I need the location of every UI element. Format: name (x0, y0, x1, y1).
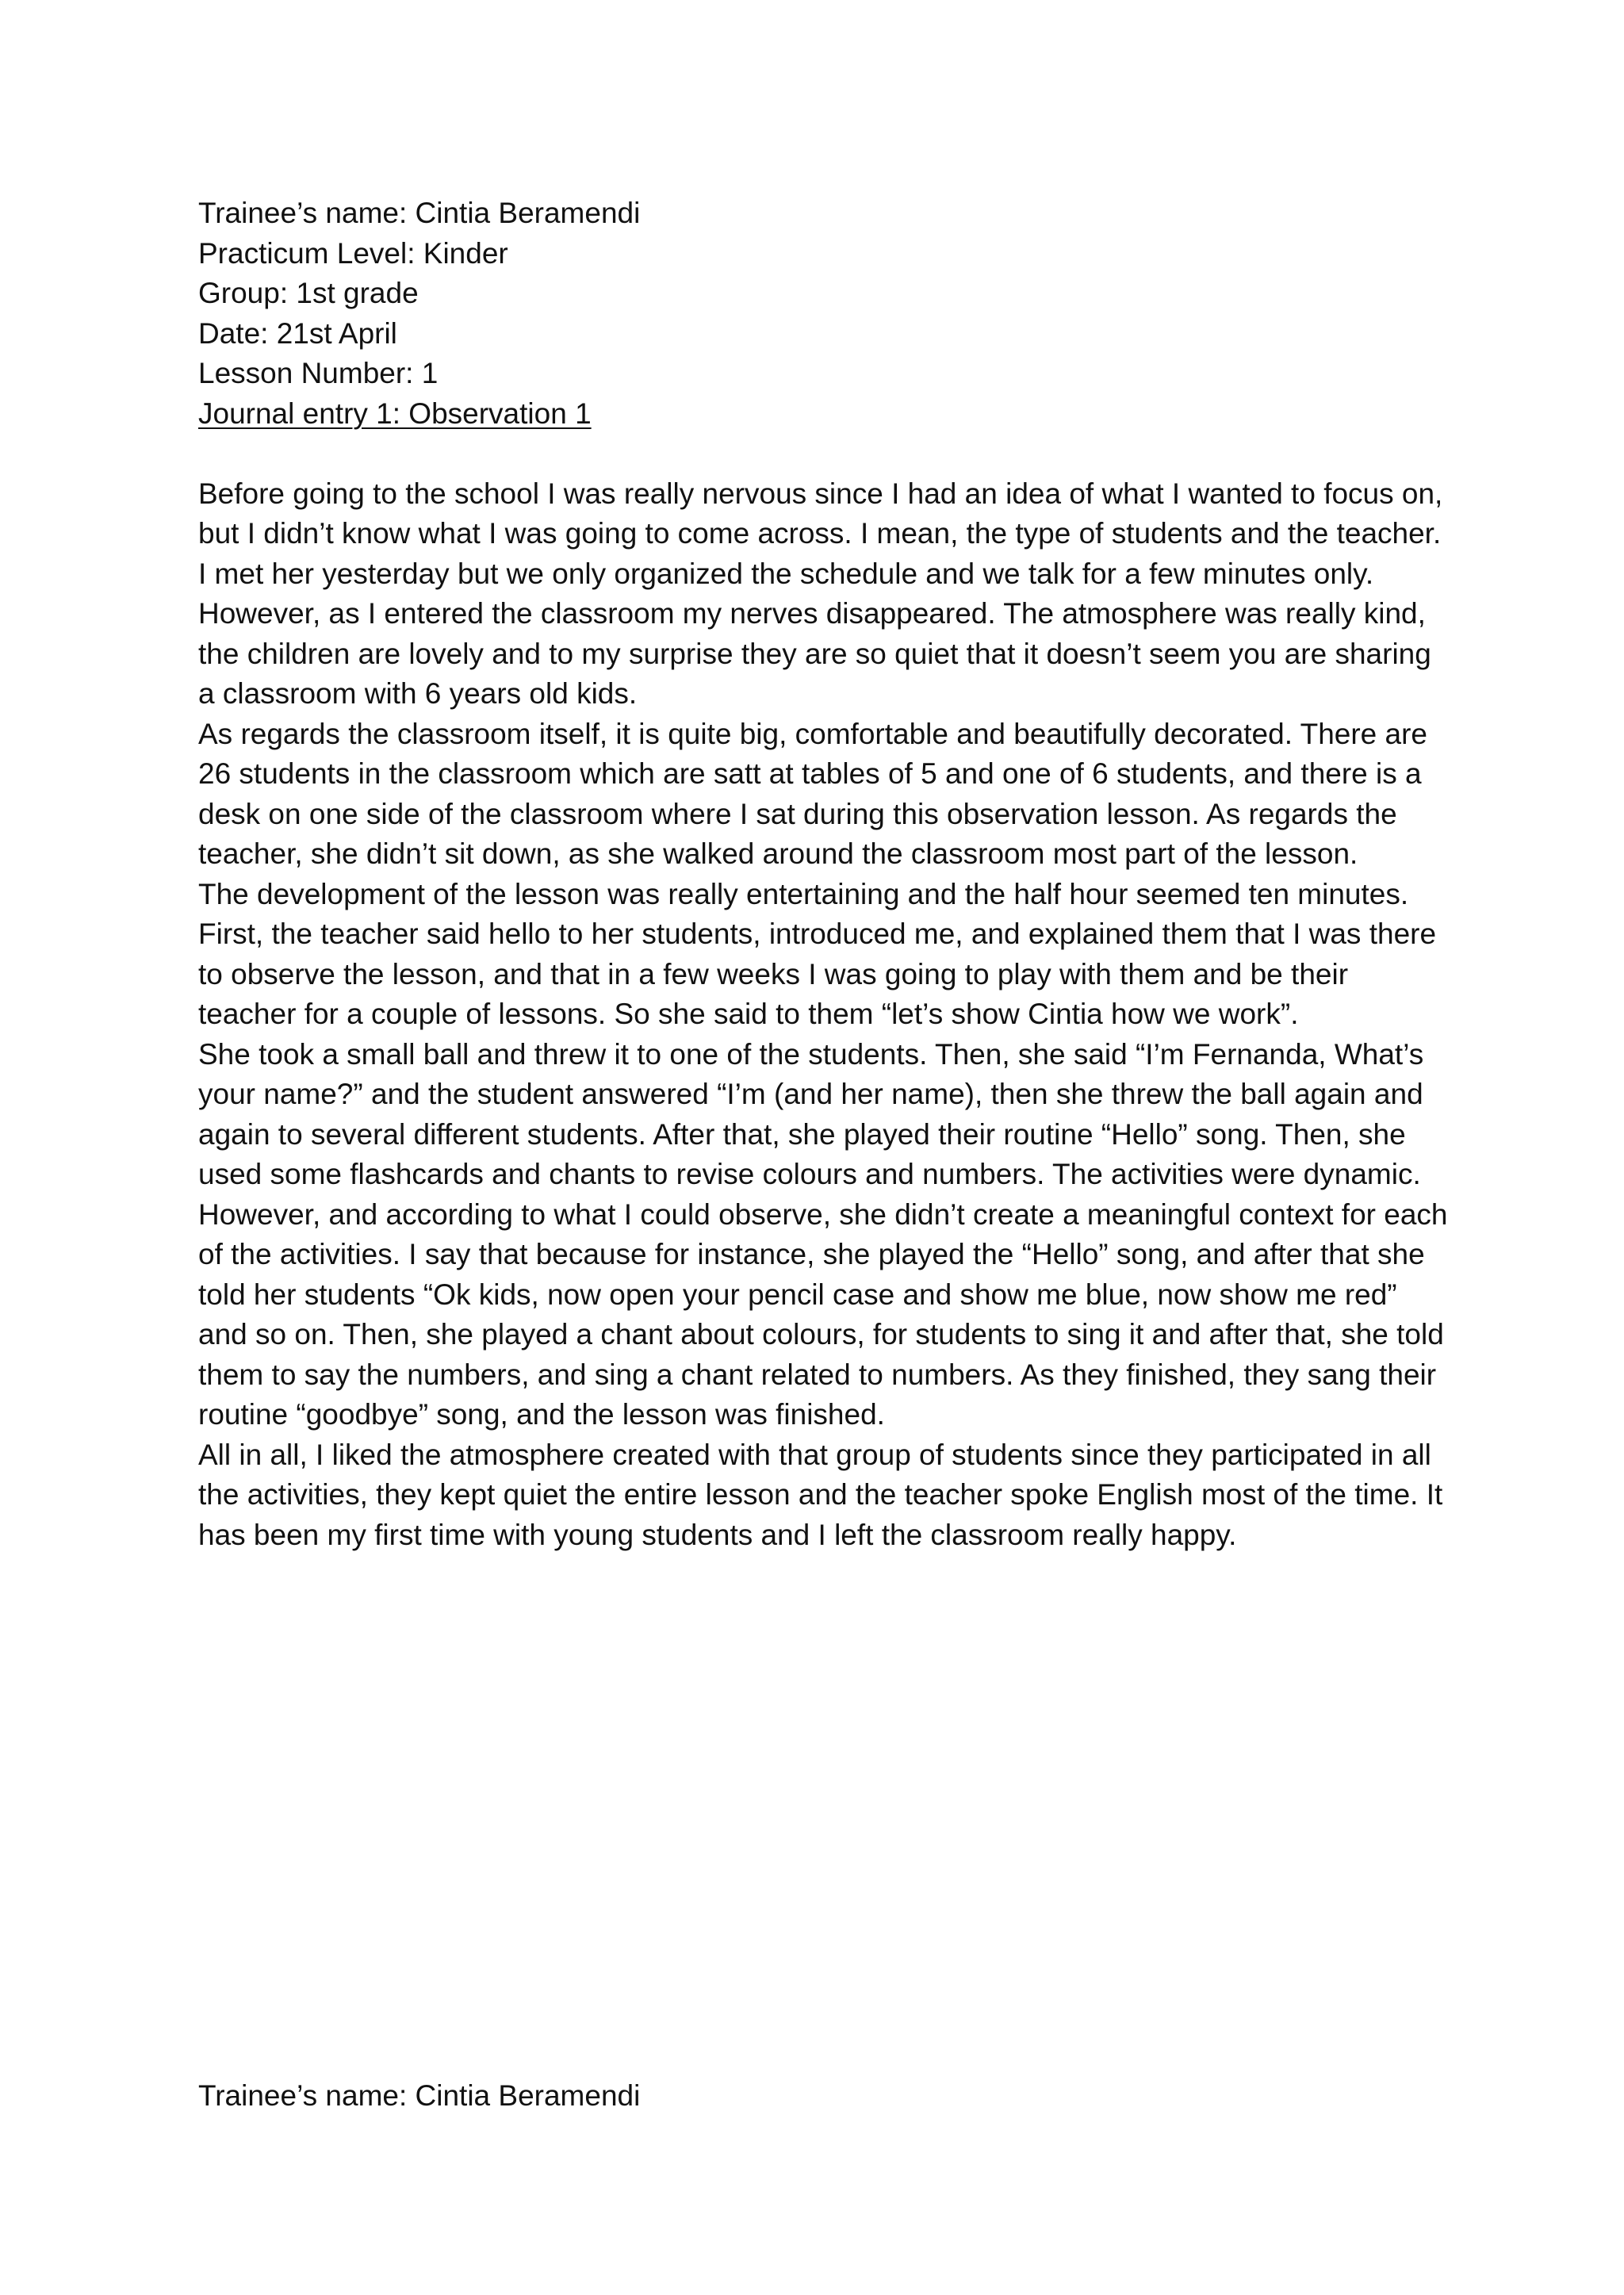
paragraph-arrival: Before going to the school I was really nervous since I had an idea of what I wanted to focus on, but I didn’t know what I was going to come across. I mean, the type of students and the teacher. I met her yesterday but we only organized the schedule and we talk for a few minutes only. (198, 477, 1443, 590)
paragraph-development: The development of the lesson was really entertaining and the half hour seemed ten minutes. First, the teacher said hello to her students, introduced me, and explained them that I was there to observe the lesson, and that in a few weeks I was going to play with them and be their teacher for a couple of lessons. So she said to them “let’s show Cintia how we work”. (198, 877, 1437, 1030)
paragraph-atmosphere: However, as I entered the classroom my nerves disappeared. The atmosphere was really kind, the children are lovely and to my surprise they are so quiet that it doesn’t seem you are sharing a classroom with 6 years old kids. (198, 597, 1431, 710)
date: Date: 21st April (198, 316, 397, 350)
trainee-name: Trainee’s name: Cintia Beramendi (198, 197, 641, 229)
next-entry-trainee-name: Trainee’s name: Cintia Beramendi (198, 2079, 641, 2112)
practicum-level: Practicum Level: Kinder (198, 236, 508, 270)
paragraph-activities: She took a small ball and threw it to one of the students. Then, she said “I’m Fernanda, What’s your name?” and the student answered “I’m (and her name), then she threw the ball again and again to several different students. After that, she played their routine “Hello” song. Then, she used some flashcards and chants to revise colours and numbers. The activities were dynamic. However, and according to what I could observe, she didn’t create a meaningful context for each of the activities. I say that because for instance, she played the “Hello” song, and after that she told her students “Ok kids, now open your pencil case and show me blue, now show me red” and so on. Then, she played a chant about colours, for students to sing it and after that, she told them to say the numbers, and sing a chant related to numbers. As they finished, they sang their routine “goodbye” song, and the lesson was finished. (198, 1037, 1448, 1431)
group: Group: 1st grade (198, 277, 419, 309)
entry-body (198, 474, 1451, 1556)
journal-page (198, 193, 1451, 1555)
journal-entry-title: Journal entry 1: Observation 1 (198, 397, 592, 430)
paragraph-conclusion: All in all, I liked the atmosphere created with that group of students since they participated in all the activities, they kept quiet the entire lesson and the teacher spoke English most of the time. It has been my first time with young students and I left the classroom really happy. (198, 1438, 1443, 1551)
paragraph-classroom: As regards the classroom itself, it is quite big, comfortable and beautifully decorated. There are 26 students in the classroom which are satt at tables of 5 and one of 6 students, and there is a desk on one side of the classroom where I sat during this observation lesson. As regards the teacher, she didn’t sit down, as she walked around the classroom most part of the lesson. (198, 717, 1428, 870)
entry-header (198, 193, 1451, 434)
lesson-number: Lesson Number: 1 (198, 357, 439, 389)
